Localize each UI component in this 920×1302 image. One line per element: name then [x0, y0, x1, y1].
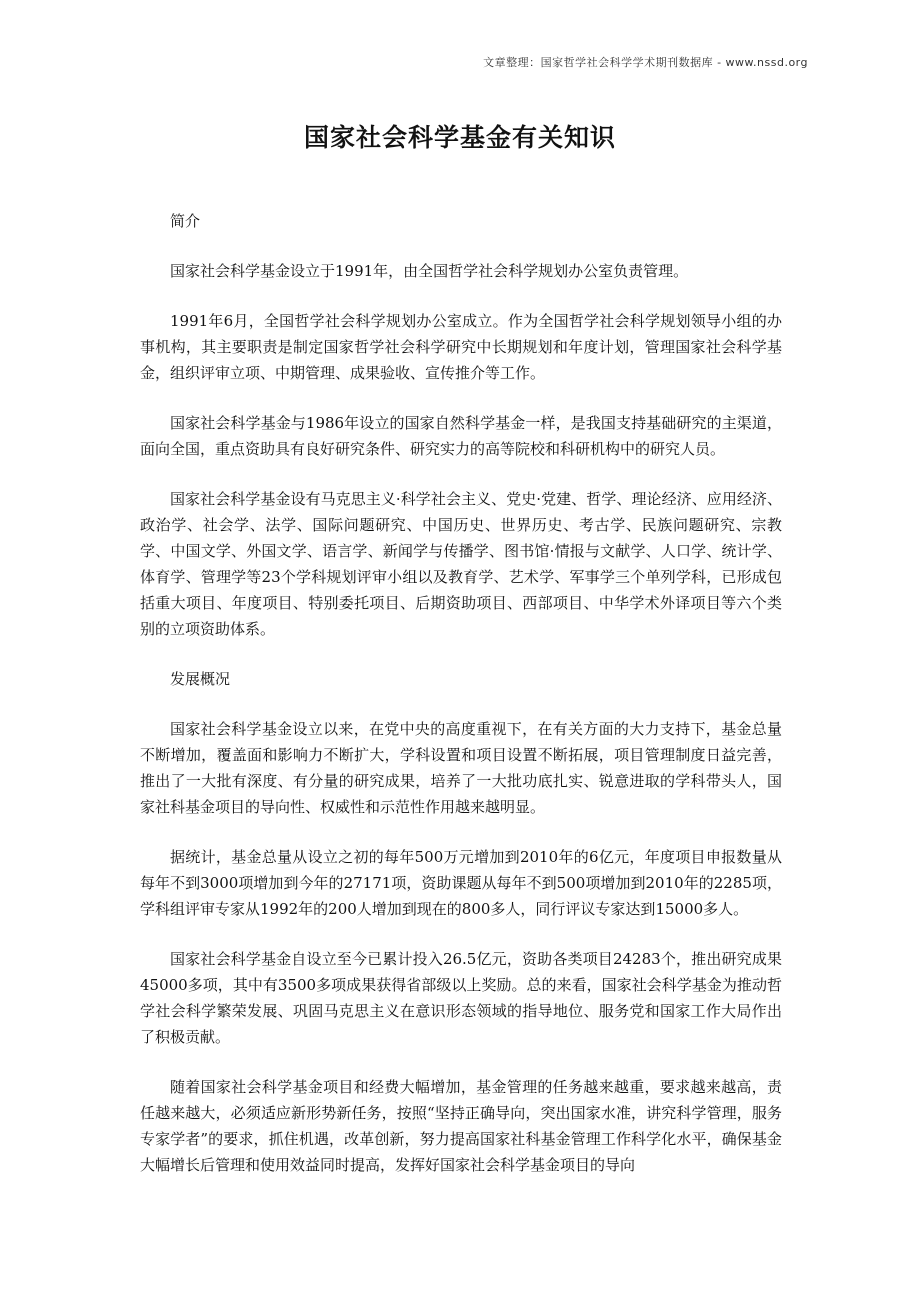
section-heading-intro: 简介	[170, 212, 201, 230]
source-note: 文章整理：国家哲学社会科学学术期刊数据库 - www.nssd.org	[483, 56, 808, 69]
section-heading-development: 发展概况	[170, 670, 231, 688]
paragraph: 国家社会科学基金设立于1991年，由全国哲学社会科学规划办公室负责管理。	[170, 262, 689, 280]
page-title: 国家社会科学基金有关知识	[303, 123, 616, 152]
paragraph: 国家社会科学基金设立以来，在党中央的高度重视下，在有关方面的大力支持下，基金总量不断增加，覆盖面和影响力不断扩大，学科设置和项目设置不断拓展，项目管理制度日益完善，推出了一大批有深度、有分量的研究成果，培养了一大批功底扎实、锐意进取的学科带头人，国家社科基金项目的导向性、权威性和示范性作用越来越明显。	[140, 720, 782, 816]
paragraph: 据统计，基金总量从设立之初的每年500万元增加到2010年的6亿元，年度项目申报数量从每年不到3000项增加到今年的27171项，资助课题从每年不到500项增加到2010年的2285项，学科组评审专家从1992年的200人增加到现在的800多人，同行评议专家达到15000多人。	[140, 848, 782, 918]
paragraph: 国家社会科学基金自设立至今已累计投入26.5亿元，资助各类项目24283个，推出研究成果45000多项，其中有3500多项成果获得省部级以上奖励。总的来看，国家社会科学基金为推动哲学社会科学繁荣发展、巩固马克思主义在意识形态领域的指导地位、服务党和国家工作大局作出了积极贡献。	[140, 950, 782, 1046]
paragraph: 随着国家社会科学基金项目和经费大幅增加，基金管理的任务越来越重，要求越来越高，责任越来越大，必须适应新形势新任务，按照“坚持正确导向，突出国家水准，讲究科学管理，服务专家学者”的要求，抓住机遇，改革创新，努力提高国家社科基金管理工作科学化水平，确保基金大幅增长后管理和使用效益同时提高，发挥好国家社会科学基金项目的导向	[140, 1078, 782, 1174]
paragraph: 1991年6月，全国哲学社会科学规划办公室成立。作为全国哲学社会科学规划领导小组的办事机构，其主要职责是制定国家哲学社会科学研究中长期规划和年度计划，管理国家社会科学基金，组织评审立项、中期管理、成果验收、宣传推介等工作。	[140, 312, 782, 382]
paragraph: 国家社会科学基金与1986年设立的国家自然科学基金一样，是我国支持基础研究的主渠道，面向全国，重点资助具有良好研究条件、研究实力的高等院校和科研机构中的研究人员。	[140, 414, 782, 458]
paragraph: 国家社会科学基金设有马克思主义·科学社会主义、党史·党建、哲学、理论经济、应用经济、政治学、社会学、法学、国际问题研究、中国历史、世界历史、考古学、民族问题研究、宗教学、中国文学、外国文学、语言学、新闻学与传播学、图书馆·情报与文献学、人口学、统计学、体育学、管理学等23个学科规划评审小组以及教育学、艺术学、军事学三个单列学科，已形成包括重大项目、年度项目、特别委托项目、后期资助项目、西部项目、中华学术外译项目等六个类别的立项资助体系。	[140, 490, 782, 638]
document-body	[140, 208, 782, 1202]
